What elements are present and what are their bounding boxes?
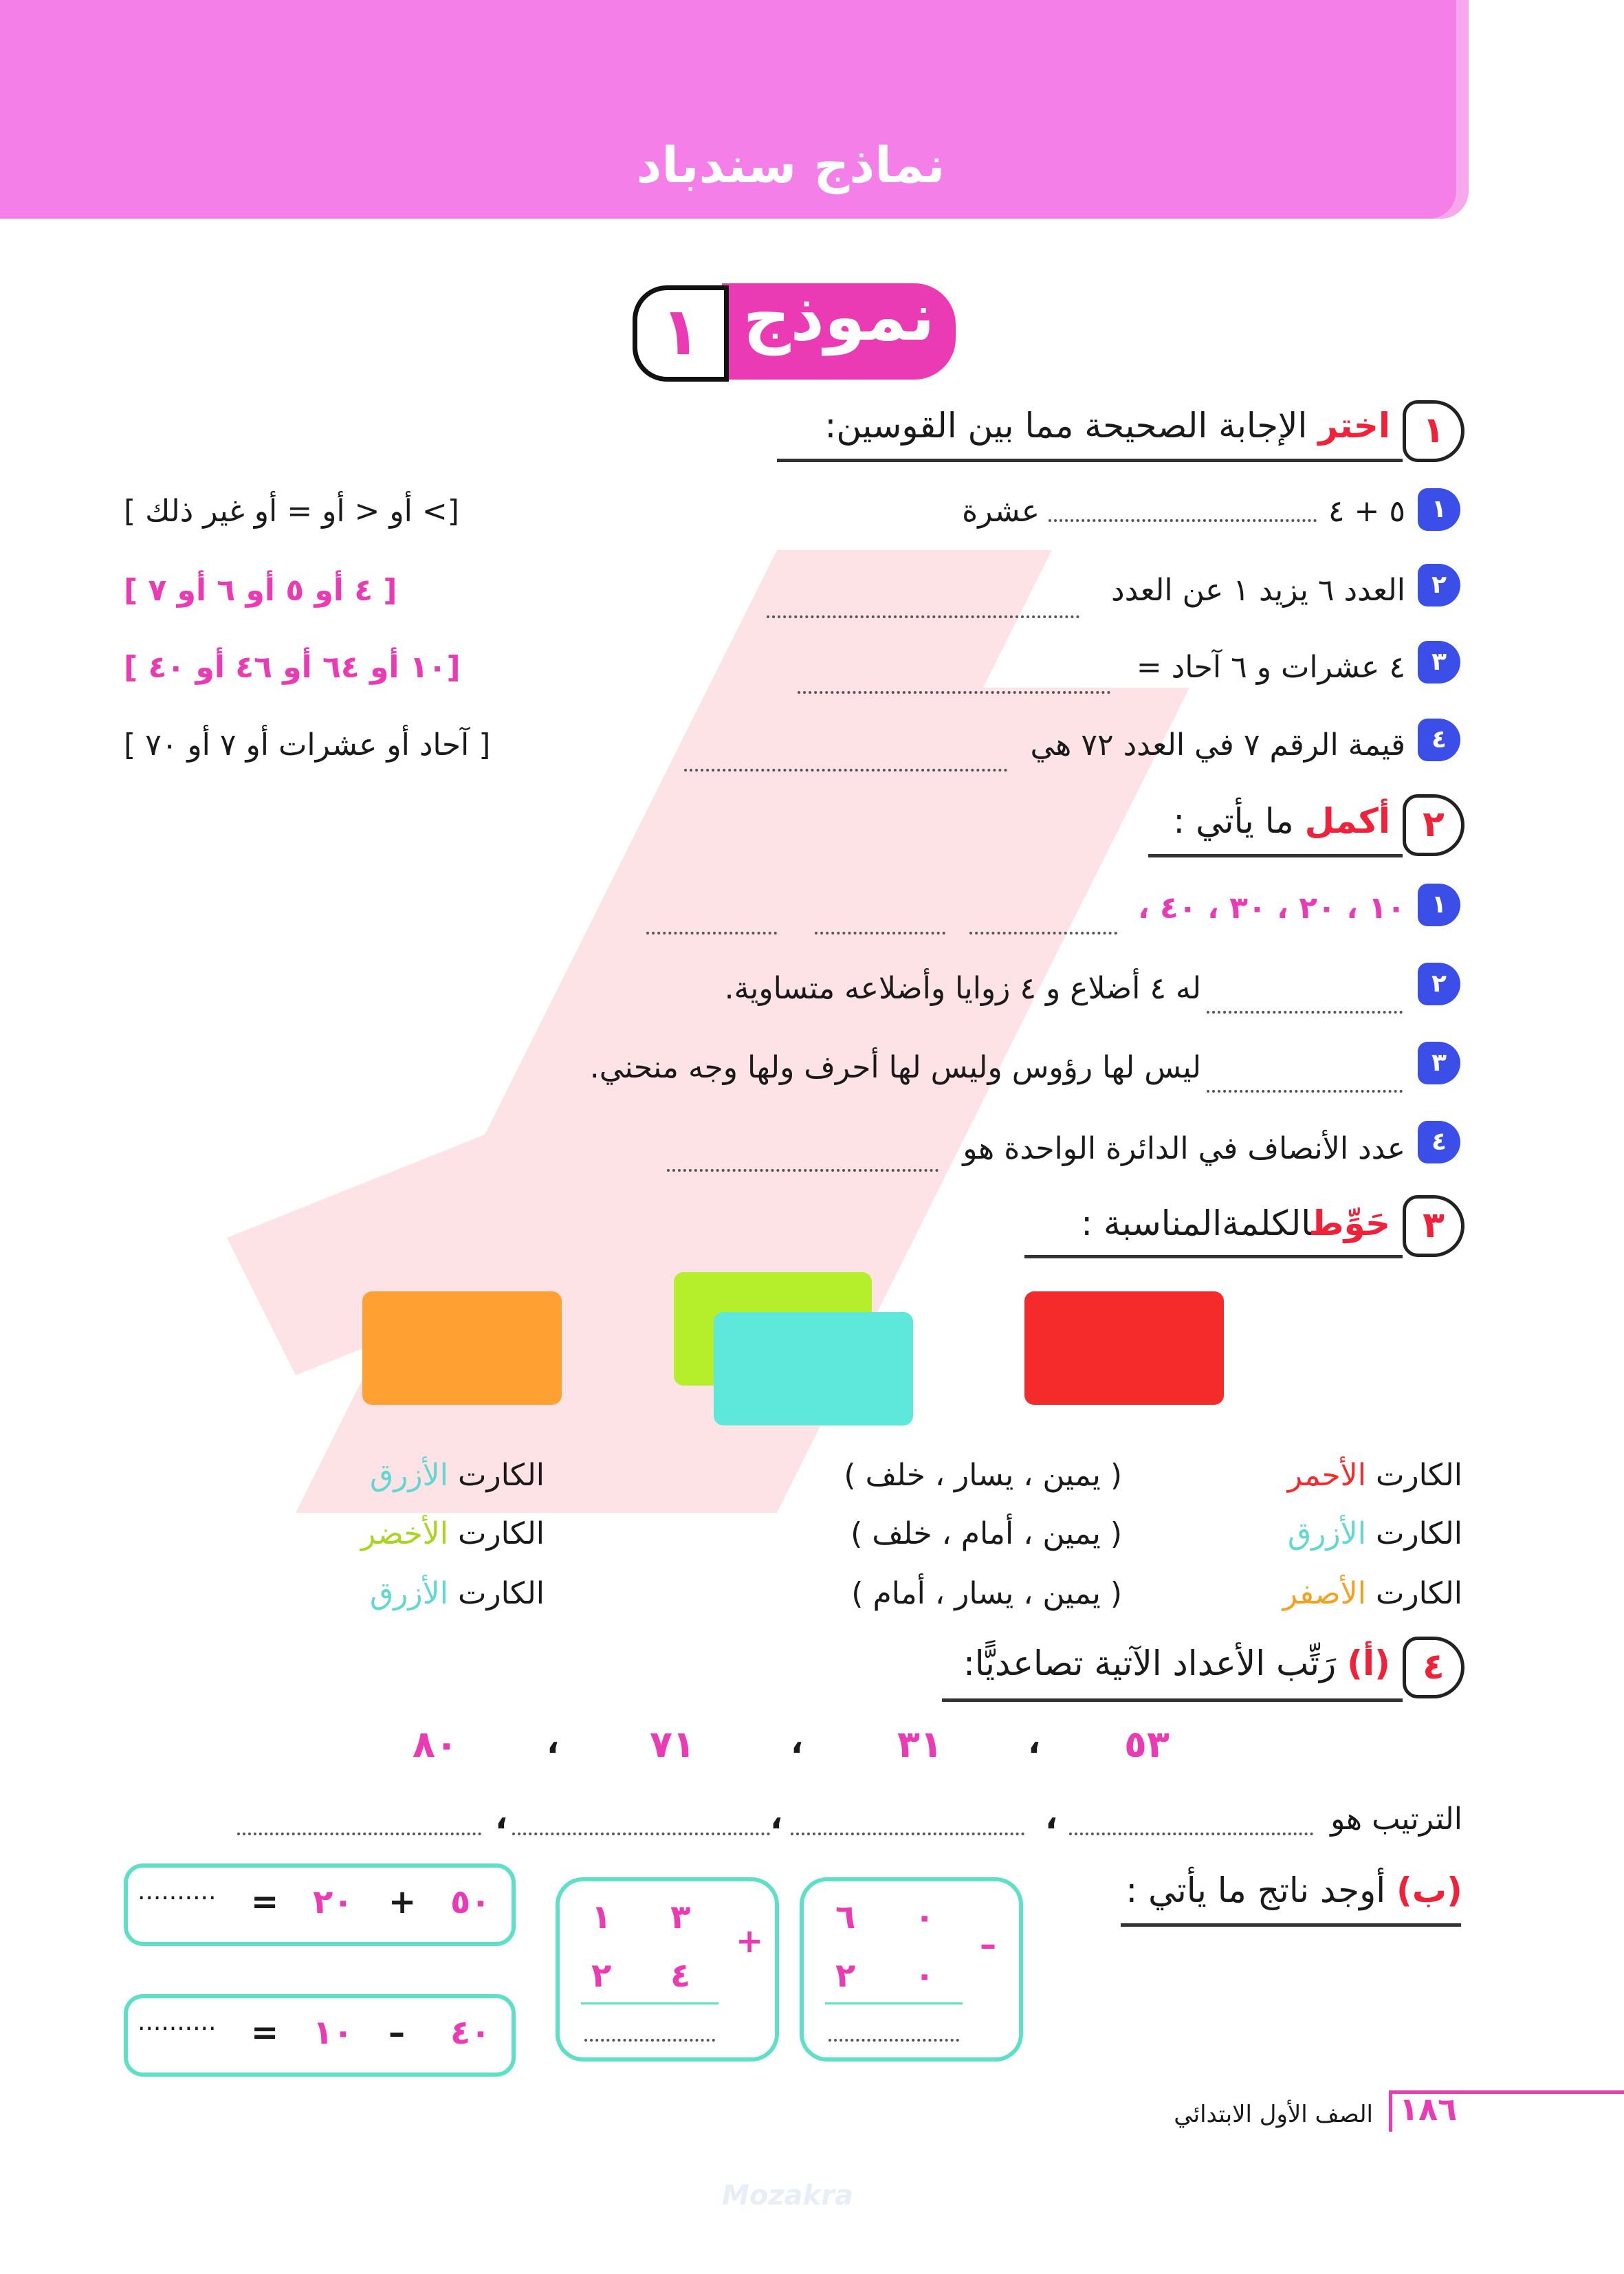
q1-item4-number: ٤ — [1418, 719, 1460, 761]
q4a-blank-3[interactable] — [512, 1833, 770, 1835]
eq2-equals: = — [251, 2013, 279, 2052]
q3-row2-options[interactable]: ( يمين ، أمام ، خلف ) — [851, 1516, 1122, 1551]
q2-item2-number: ٢ — [1418, 963, 1460, 1005]
q1-item3-text: ٤ عشرات و ٦ آحاد = — [1136, 650, 1405, 685]
q1-underline — [777, 459, 1403, 462]
q3-row3-right-color: الأزرق — [370, 1576, 448, 1611]
vsub-top-tens: ٦ — [835, 1898, 856, 1936]
q4a-sep-3: ، — [547, 1723, 560, 1761]
q2-item1-blank3[interactable] — [646, 932, 777, 934]
q3-row1-right — [370, 1458, 545, 1493]
vadd-top-units: ٣ — [670, 1898, 691, 1936]
q3-row2-left-color: الأزرق — [1288, 1516, 1366, 1551]
q3-row2-left-label: الكارت — [1375, 1516, 1462, 1551]
q4a-title — [963, 1643, 1390, 1683]
q1-number: ١ — [1403, 400, 1464, 462]
q3-row3-right — [370, 1576, 545, 1611]
q2-title-verb: أكمل — [1304, 801, 1390, 841]
q4a-order-label: الترتيب هو — [1330, 1802, 1462, 1837]
q2-item1-blank1[interactable] — [969, 932, 1117, 934]
q2-item4-number: ٤ — [1418, 1121, 1460, 1163]
q4a-blank-4[interactable] — [237, 1833, 481, 1835]
q4b-underline — [1121, 1923, 1461, 1927]
model-badge-number: ١ — [633, 285, 729, 382]
q4b-title — [1126, 1870, 1462, 1910]
q1-item4-choices: [ آحاد أو عشرات أو ٧ أو ٧٠ ] — [124, 728, 491, 763]
q1-item4-blank[interactable] — [684, 769, 1007, 772]
q3-row3-left-label: الكارت — [1375, 1576, 1462, 1611]
vsub-answer-blank[interactable] — [829, 2039, 959, 2042]
q1-item2-number: ٢ — [1418, 564, 1460, 606]
eq1-b: ٢٠ — [313, 1883, 353, 1921]
q2-number: ٢ — [1403, 794, 1464, 856]
q3-row3-left-color: الأصفر — [1282, 1576, 1366, 1611]
q1-item2-choices: [ ٤ أو ٥ أو ٦ أو ٧ ] — [124, 573, 397, 608]
q4a-blank-1[interactable] — [1069, 1833, 1313, 1835]
q3-row3-right-label: الكارت — [457, 1576, 545, 1611]
q4a-number-4: ٨٠ — [413, 1723, 458, 1766]
q2-item2-text: له ٤ أضلاع و ٤ زوايا وأضلاعه متساوية. — [724, 971, 1201, 1006]
q1-item1-text: ٥ + ٤ — [1328, 494, 1405, 529]
q4a-sep-2: ، — [791, 1723, 804, 1761]
q2-item3-text: ليس لها رؤوس وليس لها أحرف ولها وجه منحني. — [589, 1050, 1201, 1085]
q3-row3-options[interactable]: ( يمين ، يسار ، أمام ) — [851, 1576, 1122, 1611]
q2-item1-number: ١ — [1418, 884, 1460, 926]
eq1-op: + — [388, 1883, 417, 1921]
q3-underline — [1024, 1255, 1403, 1258]
q3-row1-right-color: الأزرق — [370, 1458, 448, 1493]
vadd-line — [581, 2002, 718, 2004]
eq2-op: – — [388, 2013, 405, 2052]
q1-item1-blank[interactable] — [1049, 519, 1317, 522]
q4a-title-text: رَتِّب الأعداد الآتية تصاعديًّا: — [963, 1643, 1337, 1683]
vadd-answer-blank[interactable] — [584, 2039, 715, 2042]
q1-item3-blank[interactable] — [798, 691, 1110, 694]
q4a-blank-sep-3: ، — [495, 1798, 508, 1837]
q2-item3-number: ٣ — [1418, 1042, 1460, 1084]
red-card — [1024, 1291, 1224, 1405]
q4a-number-3: ٧١ — [650, 1723, 695, 1766]
eq2-b: ١٠ — [313, 2013, 353, 2052]
eq2-a: ٤٠ — [450, 2013, 491, 2052]
q2-item1-blank2[interactable] — [815, 932, 945, 934]
q3-title-rest: الكلمةالمناسبة : — [1081, 1203, 1312, 1243]
q2-underline — [1148, 854, 1403, 857]
q3-row3-left — [1283, 1576, 1462, 1611]
vadd-top-tens: ١ — [591, 1898, 612, 1936]
q3-number: ٣ — [1403, 1195, 1464, 1257]
q4-number: ٤ — [1403, 1637, 1464, 1698]
cyan-card — [714, 1312, 913, 1425]
vadd-operator: + — [736, 1922, 764, 1960]
vadd-bottom-tens: ٢ — [591, 1956, 612, 1995]
q3-row2-right-color: الأخضر — [361, 1516, 448, 1551]
banner-title: نماذج سندباد — [636, 136, 945, 194]
vertical-addition-box — [556, 1877, 779, 2062]
q1-item3-number: ٣ — [1418, 641, 1460, 684]
footer-divider — [1389, 2090, 1392, 2132]
q4a-sep-1: ، — [1028, 1723, 1041, 1761]
q3-row1-options[interactable]: ( يمين ، يسار ، خلف ) — [844, 1458, 1122, 1493]
q4a-label: (أ) — [1347, 1643, 1390, 1683]
eq2-answer[interactable]: .......... — [138, 2008, 217, 2036]
vsub-top-units: ٠ — [914, 1898, 935, 1936]
vsub-bottom-tens: ٢ — [835, 1956, 856, 1995]
q2-item4-blank[interactable] — [667, 1169, 939, 1172]
vertical-subtraction-box — [800, 1877, 1023, 2062]
q1-item1-number: ١ — [1418, 488, 1460, 531]
watermark-brand: Mozakra — [722, 2180, 853, 2211]
q1-title-verb: اختر — [1318, 406, 1390, 446]
q1-item2-blank[interactable] — [767, 615, 1079, 618]
q3-row1-left — [1288, 1458, 1462, 1493]
q4a-blank-sep-2: ، — [770, 1798, 783, 1837]
q3-row2-right — [361, 1516, 545, 1551]
q1-item1-choices: [> أو < أو = أو غير ذلك ] — [124, 494, 459, 529]
q2-item3-blank[interactable] — [1207, 1090, 1403, 1093]
q4a-number-1: ٥٣ — [1124, 1723, 1170, 1766]
q4a-number-2: ٣١ — [897, 1723, 943, 1766]
model-badge-label: نموذج — [743, 278, 935, 356]
grade-label: الصف الأول الابتدائي — [1174, 2101, 1373, 2128]
q1-item2-text: العدد ٦ يزيد ١ عن العدد — [1111, 573, 1405, 608]
q4b-label: (ب) — [1396, 1870, 1462, 1910]
vadd-bottom-units: ٤ — [670, 1956, 691, 1995]
eq1-answer[interactable]: .......... — [138, 1877, 217, 1905]
q3-row1-left-label: الكارت — [1375, 1458, 1462, 1493]
q3-row1-left-color: الأحمر — [1287, 1458, 1366, 1493]
q4a-blank-2[interactable] — [791, 1833, 1024, 1835]
eq1-a: ٥٠ — [450, 1883, 491, 1921]
q1-item3-choices: [١٠ أو ٦٤ أو ٤٦ أو ٤٠ ] — [124, 650, 461, 685]
vsub-bottom-units: ٠ — [914, 1956, 935, 1995]
q1-item1-tail: عشرة — [962, 494, 1040, 529]
q3-row1-right-label: الكارت — [457, 1458, 545, 1493]
q1-title — [825, 406, 1391, 446]
q3-title — [1081, 1203, 1390, 1243]
q2-item1-text: ١٠ ، ٢٠ ، ٣٠ ، ٤٠ ، — [1138, 890, 1405, 926]
q2-title-rest: ما يأتي : — [1173, 801, 1294, 841]
q4a-blank-sep-1: ، — [1045, 1798, 1058, 1837]
vsub-operator: – — [980, 1925, 996, 1964]
q4b-title-text: أوجد ناتج ما يأتي : — [1126, 1870, 1386, 1910]
q3-row2-right-label: الكارت — [457, 1516, 545, 1551]
orange-card — [362, 1291, 562, 1405]
q2-title — [1173, 801, 1390, 841]
q2-item4-text: عدد الأنصاف في الدائرة الواحدة هو — [963, 1131, 1405, 1166]
q2-item2-blank[interactable] — [1207, 1011, 1403, 1014]
q4a-underline — [942, 1698, 1403, 1702]
q1-title-rest: الإجابة الصحيحة مما بين القوسين: — [824, 406, 1308, 446]
vsub-line — [825, 2002, 963, 2004]
page-number: ١٨٦ — [1399, 2090, 1458, 2128]
q3-row2-left — [1288, 1516, 1462, 1551]
eq1-equals: = — [251, 1883, 279, 1921]
q1-item4-text: قيمة الرقم ٧ في العدد ٧٢ هي — [1030, 728, 1405, 763]
q3-title-verb: حَوِّط — [1311, 1203, 1390, 1243]
